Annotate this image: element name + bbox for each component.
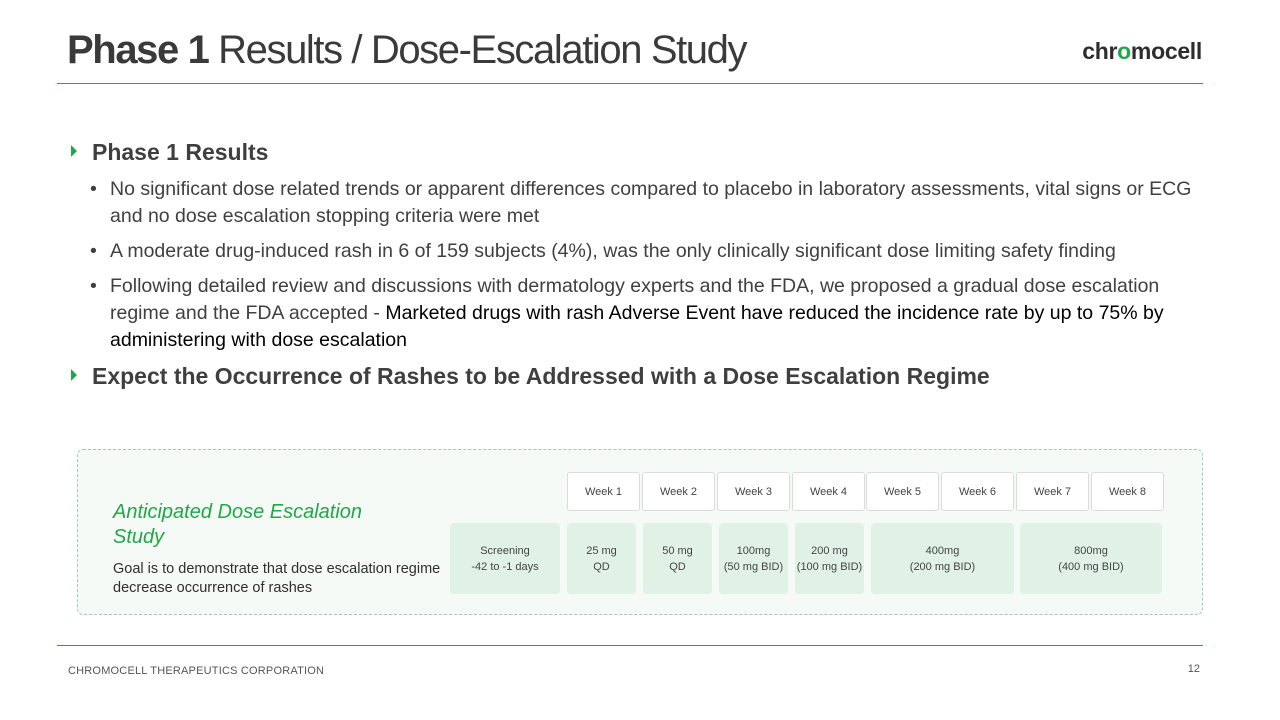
dose-box: 50 mg QD [643,523,712,594]
dose-box: 25 mg QD [567,523,636,594]
expect-heading: Expect the Occurrence of Rashes to be Addressed with a Dose Escalation Regime [67,360,1197,392]
bullet-dot-icon: • [90,240,97,262]
bullet-fda-review: • Following detailed review and discussions with dermatology experts and the FDA, we proposed a gradual dose escalation regime and the FDA accepted - Marketed drugs with rash Adverse Event have reduced the incidence rate by up to 75% by administering with dose escalation [90,275,1164,351]
week-label: Week 2 [642,472,715,511]
triangle-bullet-icon [71,145,77,157]
dose-box: 400mg (200 mg BID) [871,523,1014,594]
dose-box-screening: Screening -42 to -1 days [450,523,560,594]
week-label: Week 4 [792,472,865,511]
dose-box: 100mg (50 mg BID) [719,523,788,594]
page-title [67,28,746,73]
week-label: Week 3 [717,472,790,511]
triangle-bullet-icon [71,369,77,381]
bullet-dot-icon: • [90,178,97,200]
bullet-dot-icon: • [90,275,97,297]
bullet-rash-finding: • A moderate drug-induced rash in 6 of 159 subjects (4%), was the only clinically significant dose limiting safety finding [110,238,1197,265]
title-rest: Results / Dose-Escalation Study [208,28,747,72]
title-bold: Phase 1 [67,28,209,72]
footer-company: CHROMOCELL THERAPEUTICS CORPORATION [68,665,325,677]
week-label: Week 6 [941,472,1014,511]
week-label: Week 8 [1091,472,1164,511]
company-logo: chromocell [1082,38,1202,64]
content-body [67,136,1197,392]
page-number: 12 [1187,663,1200,675]
week-label: Week 1 [567,472,640,511]
panel-goal: Goal is to demonstrate that dose escalation regime decrease occurrence of rashes [113,561,441,596]
dose-box: 200 mg (100 mg BID) [795,523,864,594]
dose-box: 800mg (400 mg BID) [1020,523,1162,594]
results-heading: Phase 1 Results [67,136,1197,168]
footer-divider [57,645,1203,646]
week-label: Week 5 [866,472,939,511]
bullet-lab-results: • No significant dose related trends or apparent differences compared to placebo in laboratory assessments, vital signs or ECG and no dose escalation stopping criteria were met [90,178,1192,227]
emphasis-text: Marketed drugs with rash Adverse Event have reduced the incidence rate by up to 75% by administering with dose escalation [110,302,1164,351]
panel-title: Anticipated Dose Escalation Study [113,501,363,548]
week-label: Week 7 [1016,472,1089,511]
header-divider [57,83,1203,84]
